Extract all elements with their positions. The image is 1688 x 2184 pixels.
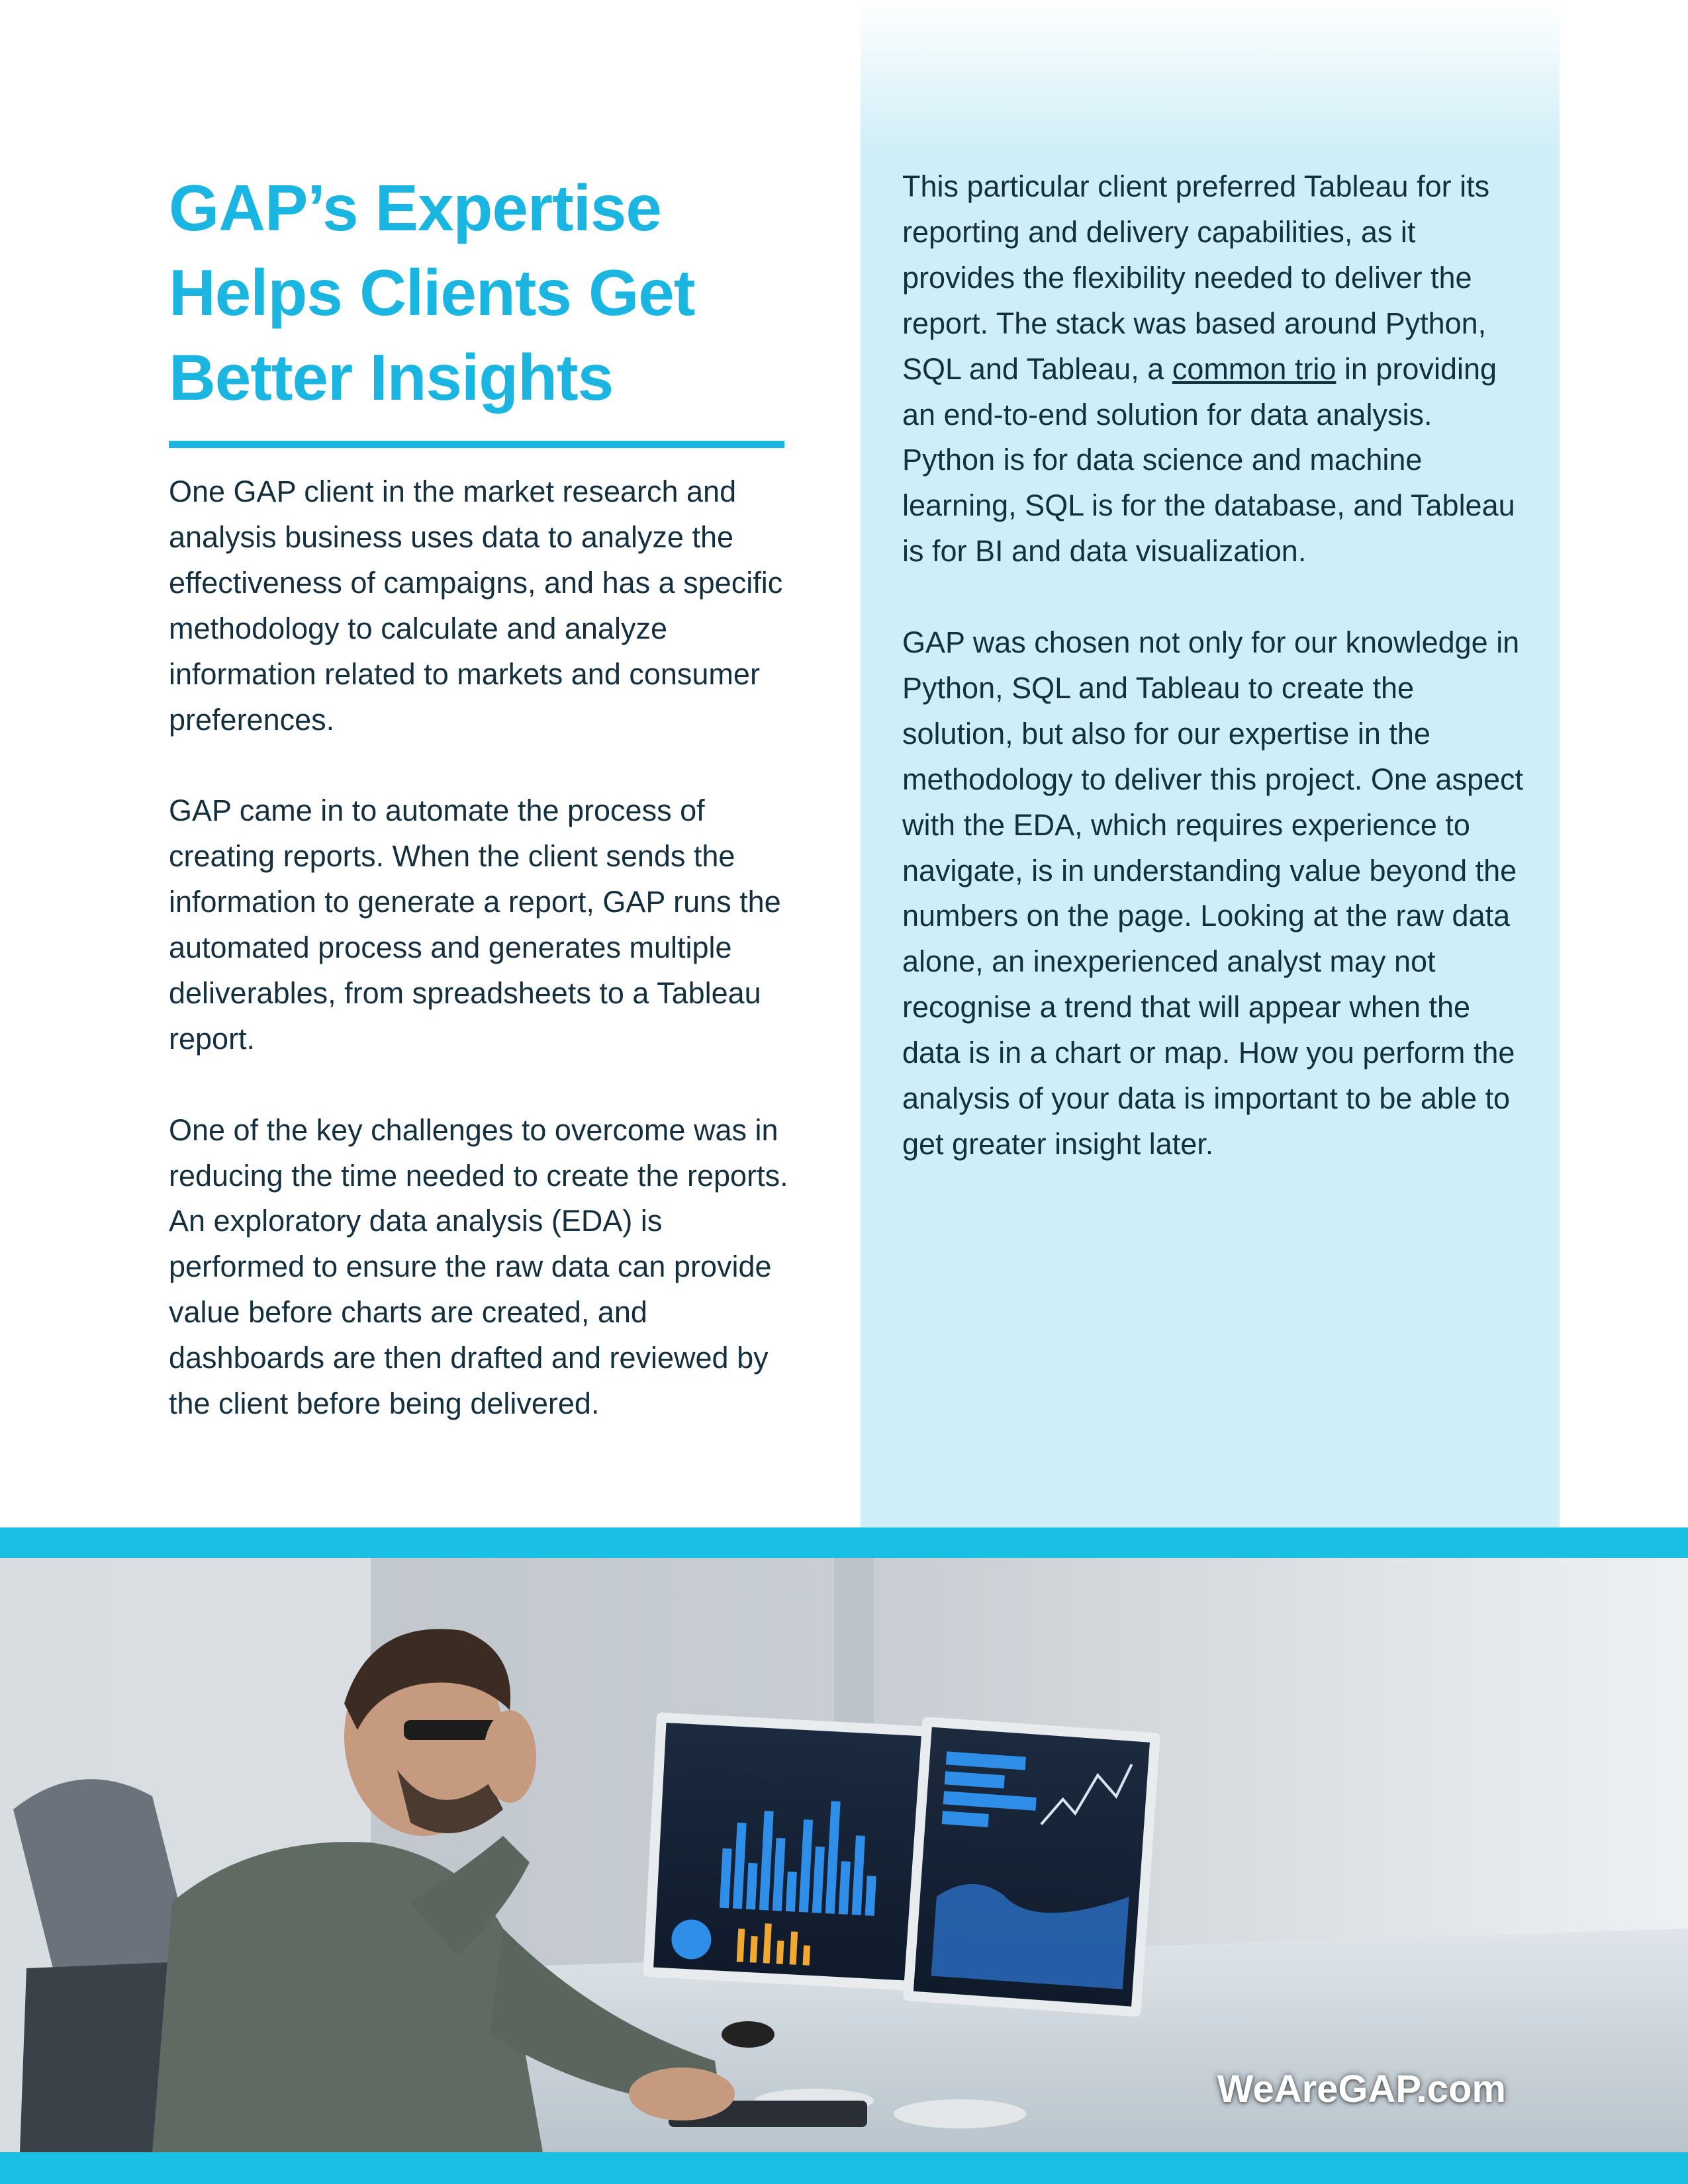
headline-line-1: GAP’s Expertise: [169, 171, 661, 244]
left-column: [169, 469, 798, 1473]
site-url[interactable]: WeAreGAP.com: [1217, 2068, 1506, 2111]
headline-line-3: Better Insights: [169, 341, 614, 414]
right-paragraph-1-text-b: in providing an end-to-end solution for data analysis. Python is for data science and machine learning, SQL is for the database, and Tableau is for BI and data visualization.: [902, 351, 1515, 569]
left-paragraph-2: GAP came in to automate the process of creating reports. When the client sends the information to generate a report, GAP runs the automated process and generates multiple deliverables, from spreadsheets to a Tableau report.: [169, 794, 781, 1056]
analyst-at-monitors-photo: [0, 1558, 1688, 2152]
left-paragraph-3: One of the key challenges to overcome was in reducing the time needed to create the reports. An exploratory data analysis (EDA) is performed to ensure the raw data can provide value before charts are created, and dashboards are then drafted and reviewed by the client before being delivered.: [169, 1113, 788, 1421]
photo-bottom-band: [0, 2152, 1688, 2184]
right-paragraph-1-text-a: This particular client preferred Tableau for its reporting and delivery capabilities, as it provides the flexibility needed to deliver the report. The stack was based around Python, SQL and Tableau, a: [902, 169, 1490, 386]
left-paragraph-1: One GAP client in the market research and analysis business uses data to analyze the effectiveness of campaigns, and has a specific methodology to calculate and analyze information related to markets and consumer preferences.: [169, 475, 783, 737]
headline-line-2: Helps Clients Get: [169, 256, 695, 329]
headline: [169, 165, 798, 420]
photo-illustration: [0, 1558, 1688, 2152]
common-trio-link[interactable]: common trio: [1172, 351, 1336, 386]
photo-top-band: [0, 1527, 1688, 1558]
right-paragraph-1: [902, 164, 1531, 574]
right-paragraph-2: GAP was chosen not only for our knowledge in Python, SQL and Tableau to create the solution, but also for our expertise in the methodology to deliver this project. One aspect with the EDA, which requires experience to navigate, is in understanding value beyond the numbers on the page. Looking at the raw data alone, an inexperienced analyst may not recognise a trend that will appear when the data is in a chart or map. How you perform the analysis of your data is important to be able to get greater insight later.: [902, 625, 1524, 1161]
headline-underline: [169, 441, 784, 448]
right-column: [902, 164, 1531, 1213]
